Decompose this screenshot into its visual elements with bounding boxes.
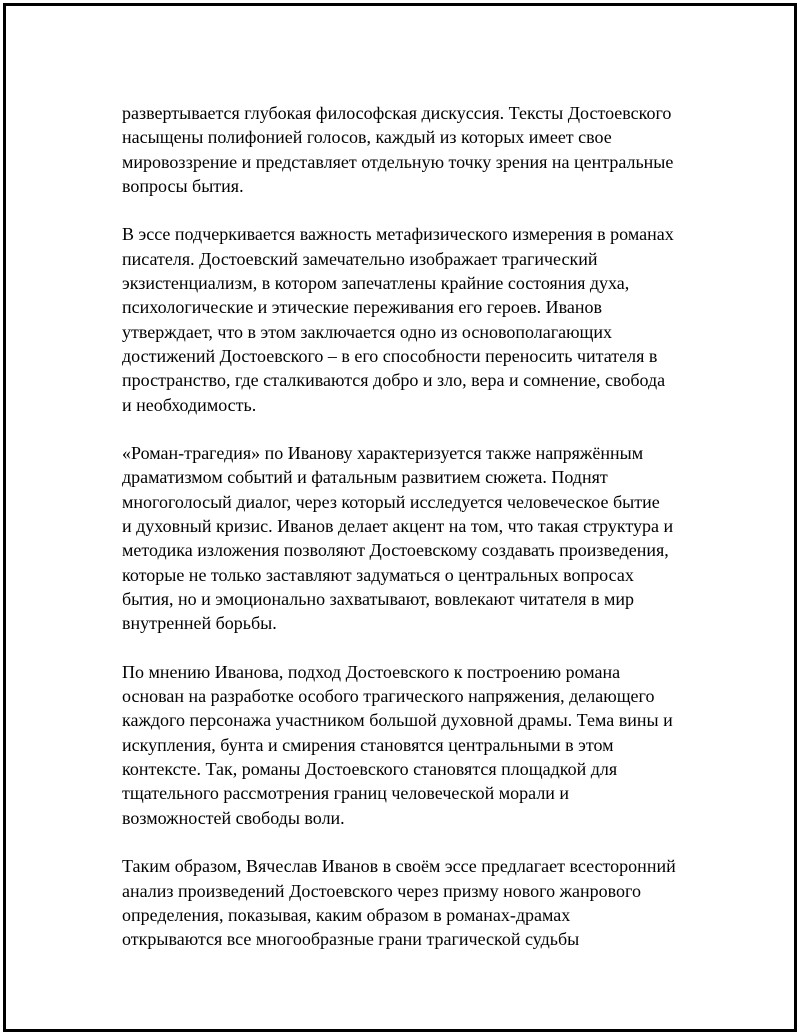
text-line: достижений Достоевского – в его способности переносить читателя в — [122, 345, 658, 366]
text-line: внутренней борьбы. — [122, 613, 277, 634]
text-line: методика изложения позволяют Достоевскому создавать произведения, — [122, 540, 669, 561]
text-line: утверждает, что в этом заключается одно из основополагающих — [122, 321, 613, 342]
text-line: драматизмом событий и фатальным развитием сюжета. Поднят — [122, 467, 608, 488]
text-line: экзистенциализм, в котором запечатлены крайние состояния духа, — [122, 273, 630, 294]
text-line: возможностей свободы воли. — [122, 807, 345, 828]
paragraph — [122, 441, 700, 635]
text-line: мировоззрение и представляет отдельную точку зрения на центральные — [122, 151, 674, 172]
text-line: и духовный кризис. Иванов делает акцент на том, что такая структура и — [122, 516, 674, 537]
text-line: открываются все многообразные грани трагической судьбы — [122, 929, 580, 950]
text-line: определения, показывая, каким образом в романах-драмах — [122, 904, 571, 925]
text-line: контексте. Так, романы Достоевского становятся площадкой для — [122, 759, 618, 780]
text-line: которые не только заставляют задуматься о центральных вопросах — [122, 564, 634, 585]
text-line: развертывается глубокая философская дискуссия. Тексты Достоевского — [122, 103, 672, 123]
text-line: Таким образом, Вячеслав Иванов в своём эссе предлагает всесторонний — [122, 856, 676, 877]
page-frame — [3, 3, 797, 1032]
text-line: каждого персонажа участником большой духовной драмы. Тема вины и — [122, 710, 673, 731]
text-line: пространство, где сталкиваются добро и зло, вера и сомнение, свобода — [122, 370, 666, 391]
text-line: По мнению Иванова, подход Достоевского к построению романа — [122, 661, 621, 682]
paragraph — [122, 222, 700, 416]
paragraph — [122, 101, 700, 198]
text-line: и необходимость. — [122, 394, 257, 415]
text-line: В эссе подчеркивается важность метафизического измерения в романах — [122, 224, 674, 245]
text-line: вопросы бытия. — [122, 175, 244, 196]
text-line: основан на разработке особого трагического напряжения, делающего — [122, 686, 655, 707]
text-line: анализ произведений Достоевского через призму нового жанрового — [122, 880, 641, 901]
paragraph — [122, 660, 700, 830]
text-line: бытия, но и эмоционально захватывают, вовлекают читателя в мир — [122, 588, 635, 609]
text-line: психологические и этические переживания его героев. Иванов — [122, 297, 603, 318]
document-body — [122, 101, 700, 976]
text-line: тщательного рассмотрения границ человеческой морали и — [122, 783, 570, 804]
text-line: писателя. Достоевский замечательно изображает трагический — [122, 248, 598, 269]
text-line: «Роман-трагедия» по Иванову характеризуется также напряжённым — [122, 443, 644, 464]
text-line: насыщены полифонией голосов, каждый из которых имеет свое — [122, 127, 612, 148]
paragraph — [122, 854, 700, 951]
text-line: многоголосый диалог, через который исследуется человеческое бытие — [122, 491, 660, 512]
text-line: искупления, бунта и смирения становятся центральными в этом — [122, 734, 614, 755]
